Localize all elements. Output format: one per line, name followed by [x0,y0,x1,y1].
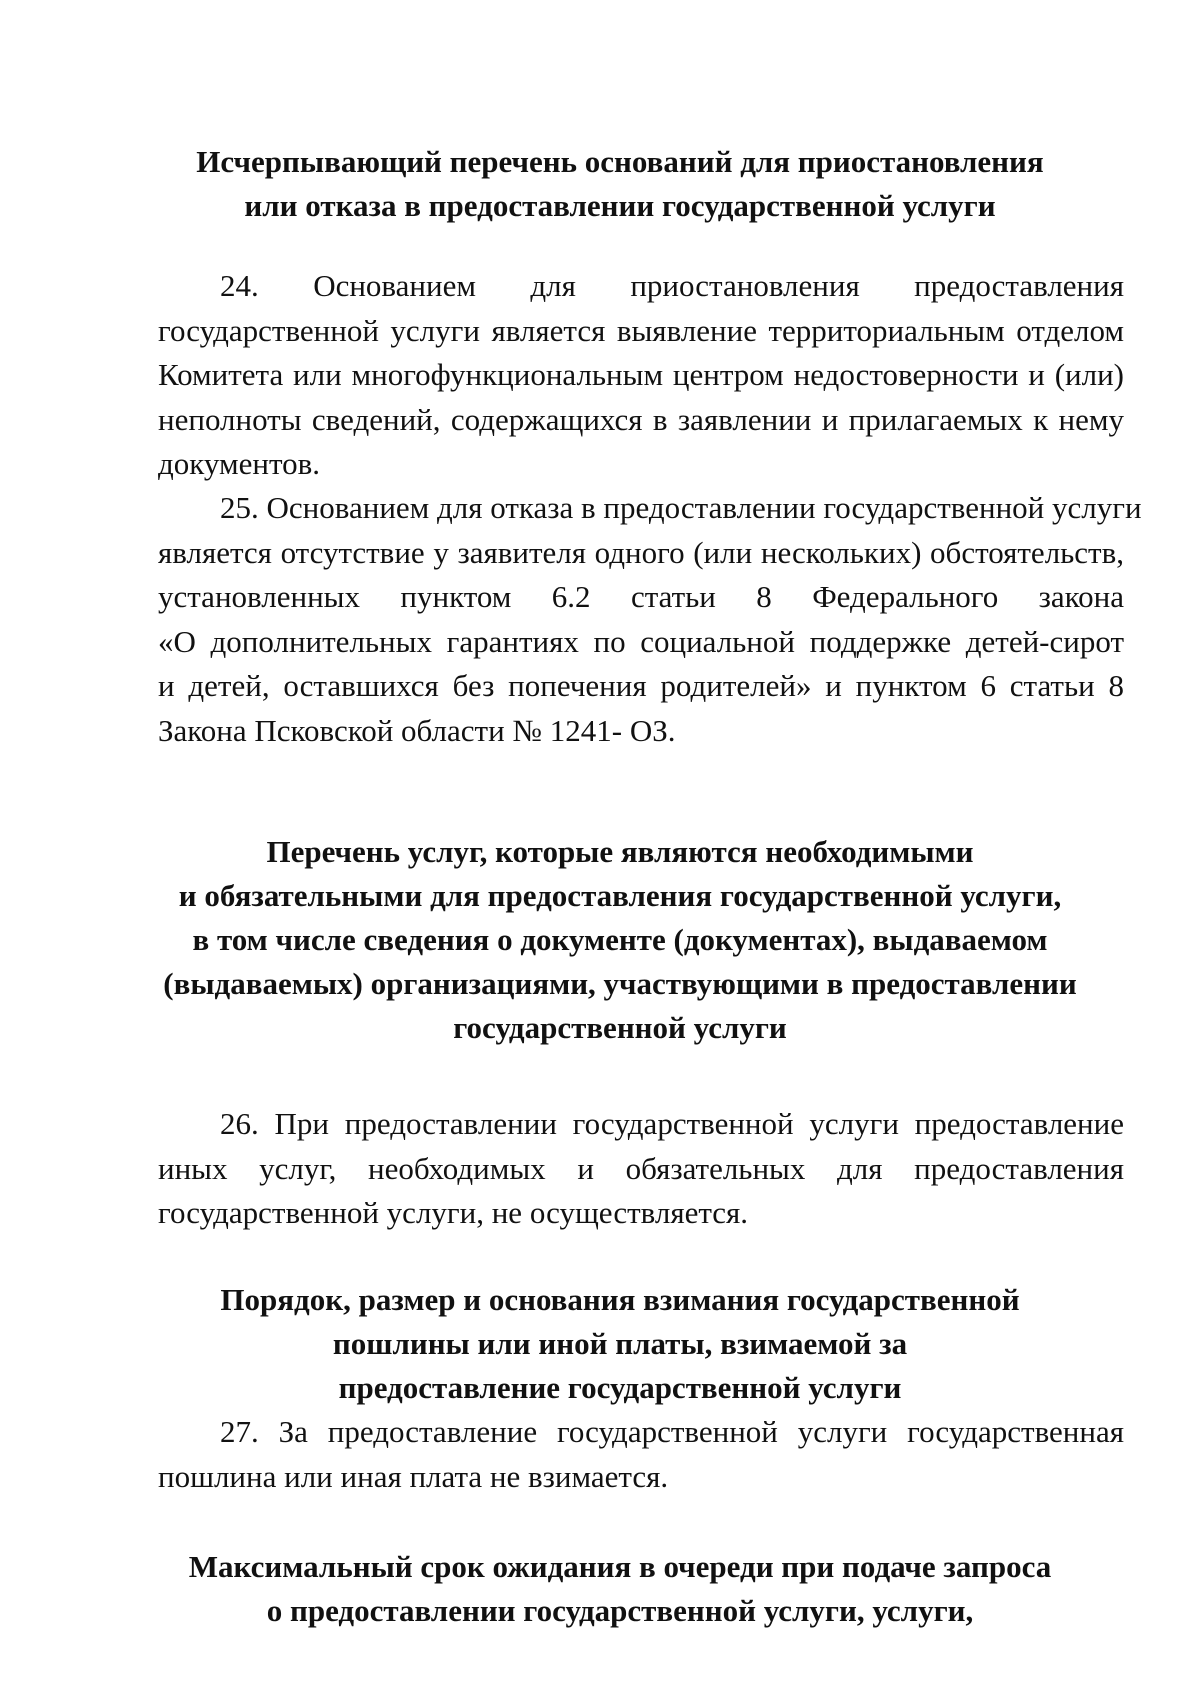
heading-max-queue-time [150,1545,1090,1633]
paragraph-line: иных услуг, необходимых и обязательных для предоставления [158,1150,1124,1186]
paragraph-27 [158,1410,1124,1499]
heading-line: или отказа в предоставлении государственной услуги [244,188,996,223]
paragraph-line: документов. [158,446,320,481]
paragraph-line: Комитета или многофункциональным центром недостоверности и (или) [158,357,1124,392]
heading-line: Максимальный срок ожидания в очереди при подаче запроса [188,1549,1052,1584]
paragraph-26 [158,1102,1124,1236]
heading-state-fee [150,1278,1090,1410]
heading-line: Исчерпывающий перечень оснований для приостановления [196,144,1044,179]
paragraph-25 [158,486,1142,753]
heading-line: в том числе сведения о документе (документах), выдаваемом [192,922,1048,957]
heading-line: пошлины или иной платы, взимаемой за [332,1326,908,1361]
paragraph-line: является отсутствие у заявителя одного (или нескольких) обстоятельств, [158,534,1124,570]
heading-grounds-suspension-refusal [150,140,1090,228]
heading-line: (выдаваемых) организациями, участвующими в предоставлении [163,966,1077,1001]
paragraph-line: установленных пунктом 6.2 статьи 8 Федерального закона [158,579,1124,614]
heading-line: предоставление государственной услуги [338,1370,902,1405]
paragraph-line: государственной услуги является выявление территориальным отделом [158,312,1124,348]
heading-required-services [150,830,1090,1050]
paragraph-line: 26. При предоставлении государственной услуги предоставление [220,1106,1124,1141]
heading-line: государственной услуги [453,1010,787,1045]
heading-line: Порядок, размер и основания взимания государственной [220,1282,1020,1317]
paragraph-line: «О дополнительных гарантиях по социальной поддержке детей-сирот [158,623,1124,659]
heading-line: Перечень услуг, которые являются необходимыми [266,834,974,869]
paragraph-line: 25. Основанием для отказа в предоставлении государственной услуги [220,490,1142,525]
paragraph-line: 24. Основанием для приостановления предоставления [220,268,1124,303]
paragraph-line: пошлина или иная плата не взимается. [158,1458,669,1494]
paragraph-line: 27. За предоставление государственной услуги государственная [220,1414,1124,1449]
paragraph-line: и детей, оставшихся без попечения родителей» и пунктом 6 статьи 8 [158,668,1124,703]
paragraph-line: неполноты сведений, содержащихся в заявлении и прилагаемых к нему [158,401,1124,437]
paragraph-line: Закона Псковской области № 1241- ОЗ. [158,712,676,748]
paragraph-line: государственной услуги, не осуществляется. [158,1195,749,1230]
paragraph-24 [158,264,1124,487]
heading-line: и обязательными для предоставления государственной услуги, [178,878,1062,913]
heading-line: о предоставлении государственной услуги, услуги, [266,1593,974,1628]
